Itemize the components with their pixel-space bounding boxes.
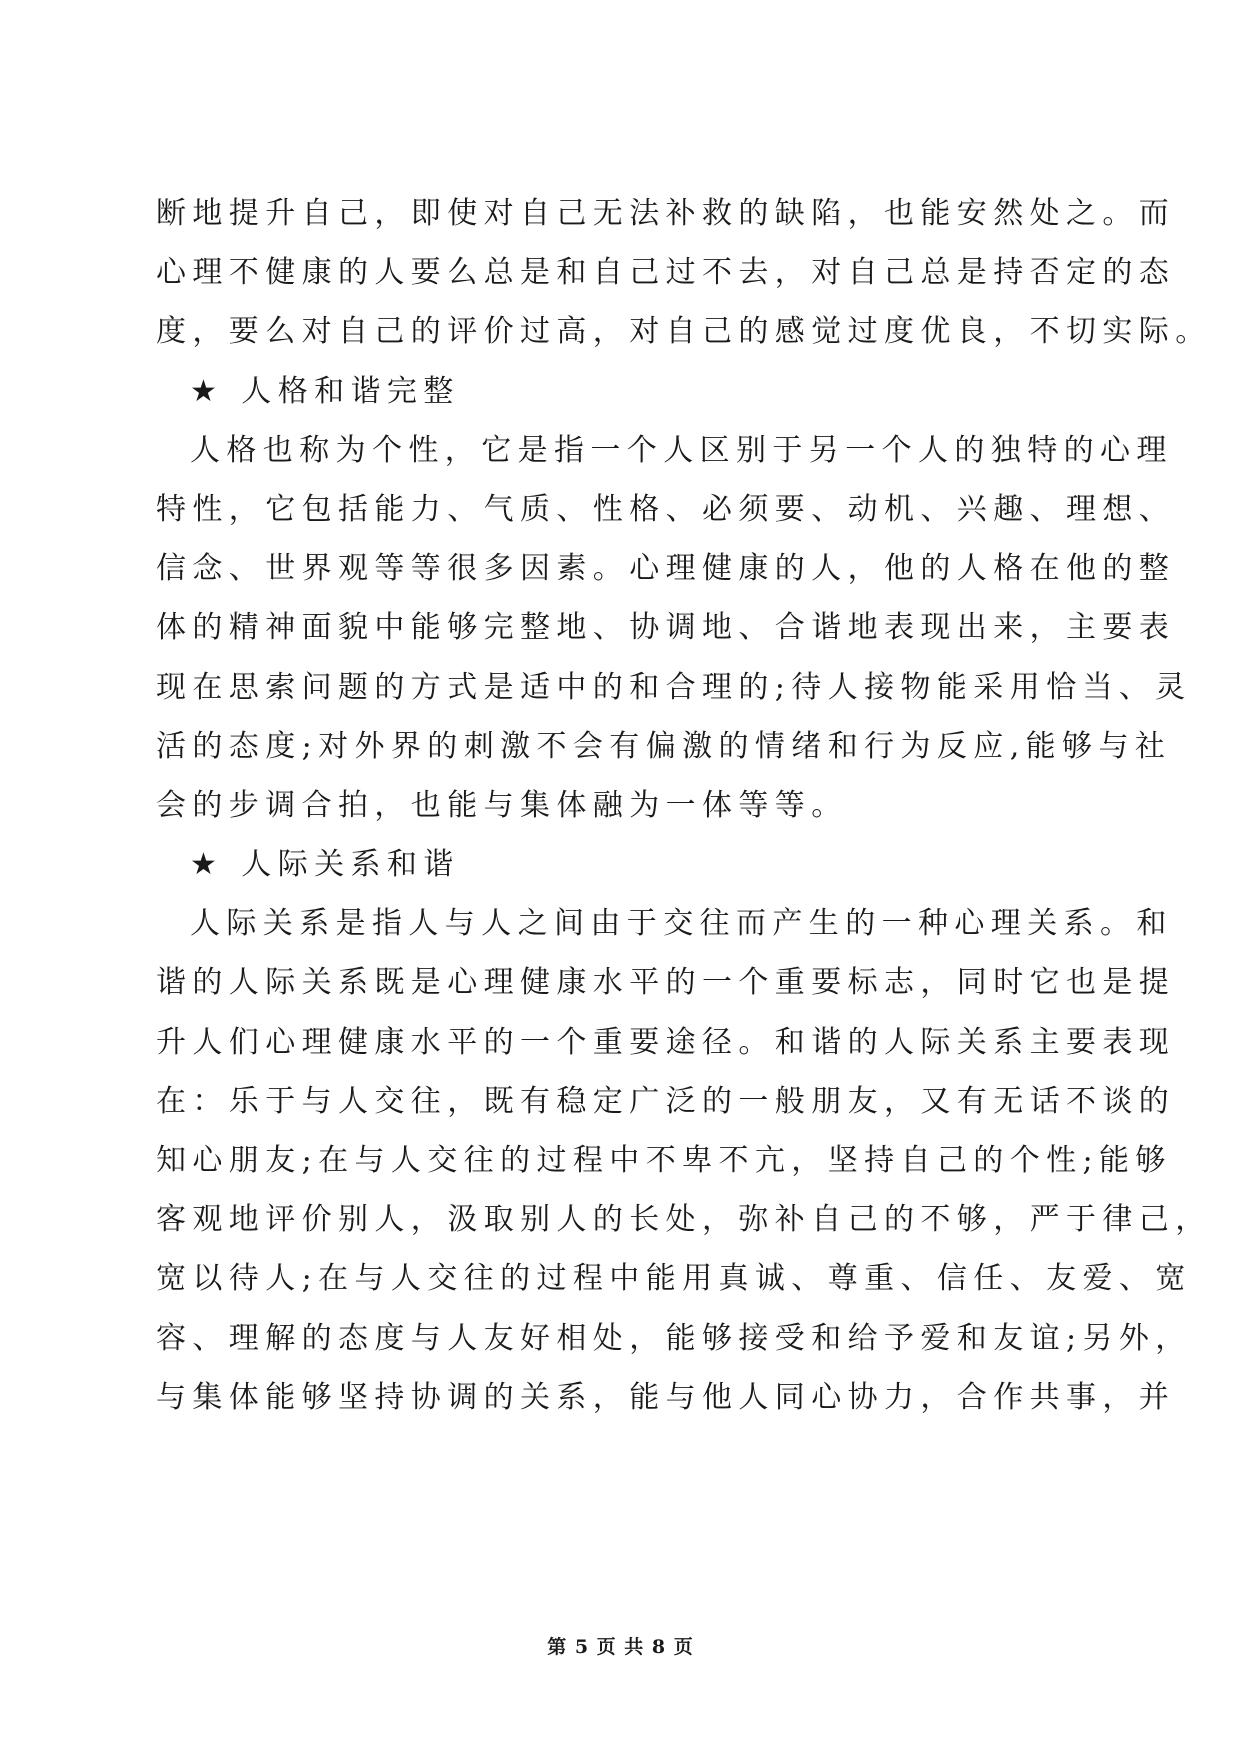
body-text [156, 184, 1212, 1427]
star-icon: ★ [190, 847, 224, 883]
paragraph-line: 现在思索问题的方式是适中的和合理的;待人接物能采用恰当、灵 [156, 669, 1192, 705]
paragraph-line: 心理不健康的人要么总是和自己过不去，对自己总是持否定的态 [156, 255, 1176, 291]
paragraph-line: 人格也称为个性，它是指一个人区别于另一个人的独特的心理 [190, 432, 1173, 468]
paragraph-line: 在：乐于与人交往，既有稳定广泛的一般朋友，又有无话不谈的 [156, 1083, 1176, 1119]
paragraph-line: 宽以待人;在与人交往的过程中能用真诚、尊重、信任、友爱、宽 [156, 1261, 1192, 1297]
paragraph-line: 知心朋友;在与人交往的过程中不卑不亢，坚持自己的个性;能够 [156, 1143, 1172, 1178]
paragraph-line: 升人们心理健康水平的一个重要途径。和谐的人际关系主要表现 [156, 1024, 1176, 1060]
section-heading-text: 人格和谐完整 [241, 373, 460, 409]
paragraph-line: 与集体能够坚持协调的关系，能与他人同心协力，合作共事，并 [156, 1379, 1176, 1415]
paragraph-line: 会的步调合拍，也能与集体融为一体等等。 [156, 787, 848, 823]
paragraph-line: 体的精神面貌中能够完整地、协调地、合谐地表现出来，主要表 [156, 610, 1176, 646]
paragraph-line: 人际关系是指人与人之间由于交往而产生的一种心理关系。和 [190, 906, 1173, 942]
paragraph-line: 容、理解的态度与人友好相处，能够接受和给予爱和友谊;另外， [156, 1320, 1192, 1356]
paragraph-line: 谐的人际关系既是心理健康水平的一个重要标志，同时它也是提 [156, 965, 1176, 1001]
paragraph-line: 断地提升自己，即使对自己无法补救的缺陷，也能安然处之。而 [156, 196, 1176, 231]
paragraph-line: 客观地评价别人，汲取别人的长处，弥补自己的不够，严于律己， [156, 1202, 1212, 1238]
section-heading [156, 835, 1091, 894]
star-icon: ★ [190, 373, 224, 409]
paragraph-line: 度，要么对自己的评价过高，对自己的感觉过度优良，不切实际。 [156, 314, 1212, 350]
paragraph-line: 信念、世界观等等很多因素。心理健康的人，他的人格在他的整 [156, 551, 1176, 587]
page-footer: 第 5 页 共 8 页 [547, 1636, 694, 1658]
paragraph-line: 特性，它包括能力、气质、性格、必须要、动机、兴趣、理想、 [156, 491, 1176, 527]
paragraph-line: 活的态度;对外界的刺激不会有偏激的情绪和行为反应,能够与社 [156, 728, 1172, 764]
section-heading-text: 人际关系和谐 [241, 847, 460, 883]
section-heading [156, 362, 1091, 421]
